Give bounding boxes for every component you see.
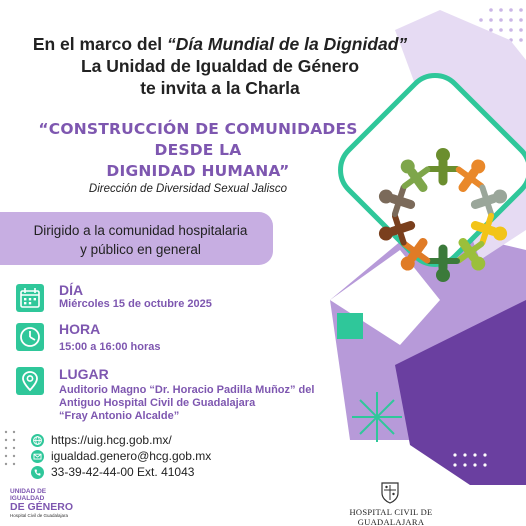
talk-title-line-1: “CONSTRUCCIÓN DE COMUNIDADES DESDE LA xyxy=(38,120,358,159)
audience-line-2: y público en general xyxy=(80,242,201,257)
day-label: DÍA xyxy=(59,282,84,298)
time-value: 15:00 a 16:00 horas xyxy=(59,341,161,353)
time-label: HORA xyxy=(59,321,101,337)
talk-title xyxy=(28,119,368,182)
phone-number: 33-39-42-44-00 Ext. 41043 xyxy=(51,465,195,479)
unit-logo-line-3: Hospital Civil de Guadalajara xyxy=(10,513,69,518)
place-label: LUGAR xyxy=(59,366,109,382)
place-line-2: Antiguo Hospital Civil de Guadalajara xyxy=(59,397,256,409)
phone-icon xyxy=(31,466,44,479)
website-link[interactable]: https://uig.hcg.gob.mx/ xyxy=(51,433,172,447)
header-line-1 xyxy=(0,34,440,55)
talk-title-line-2: DIGNIDAD HUMANA” xyxy=(106,162,290,180)
teal-square xyxy=(337,313,363,339)
email-link[interactable]: igualdad.genero@hcg.gob.mx xyxy=(51,449,212,463)
unit-logo-line-1: UNIDAD DE IGUALDAD xyxy=(10,488,47,502)
location-pin-icon xyxy=(15,366,45,396)
calendar-icon xyxy=(15,283,45,313)
unit-logo xyxy=(10,488,78,519)
day-value: Miércoles 15 de octubre 2025 xyxy=(59,298,212,310)
clock-icon xyxy=(15,322,45,352)
audience-line-1: Dirigido a la comunidad hospitalaria xyxy=(33,223,248,238)
hospital-crest-icon xyxy=(379,480,401,504)
header-line-2: La Unidad de Igualdad de Género xyxy=(80,56,360,76)
header-line-3: te invita a la Charla xyxy=(140,78,300,98)
place-line-1: Auditorio Magno “Dr. Horacio Padilla Muñoz” del xyxy=(59,384,315,396)
audience-box xyxy=(0,212,273,265)
header-quote: “Día Mundial de la Dignidad” xyxy=(167,34,408,54)
unit-logo-line-2: DE GÉNERO xyxy=(10,501,74,513)
mail-icon xyxy=(31,450,44,463)
hospital-name: HOSPITAL CIVIL DE GUADALAJARA xyxy=(349,507,433,526)
organizer: Dirección de Diversidad Sexual Jalisco xyxy=(88,183,288,195)
globe-icon xyxy=(31,434,44,447)
dot-grid-left xyxy=(5,431,15,465)
place-line-3: “Fray Antonio Alcalde” xyxy=(59,410,180,422)
header-prefix: En el marco del xyxy=(32,34,168,54)
